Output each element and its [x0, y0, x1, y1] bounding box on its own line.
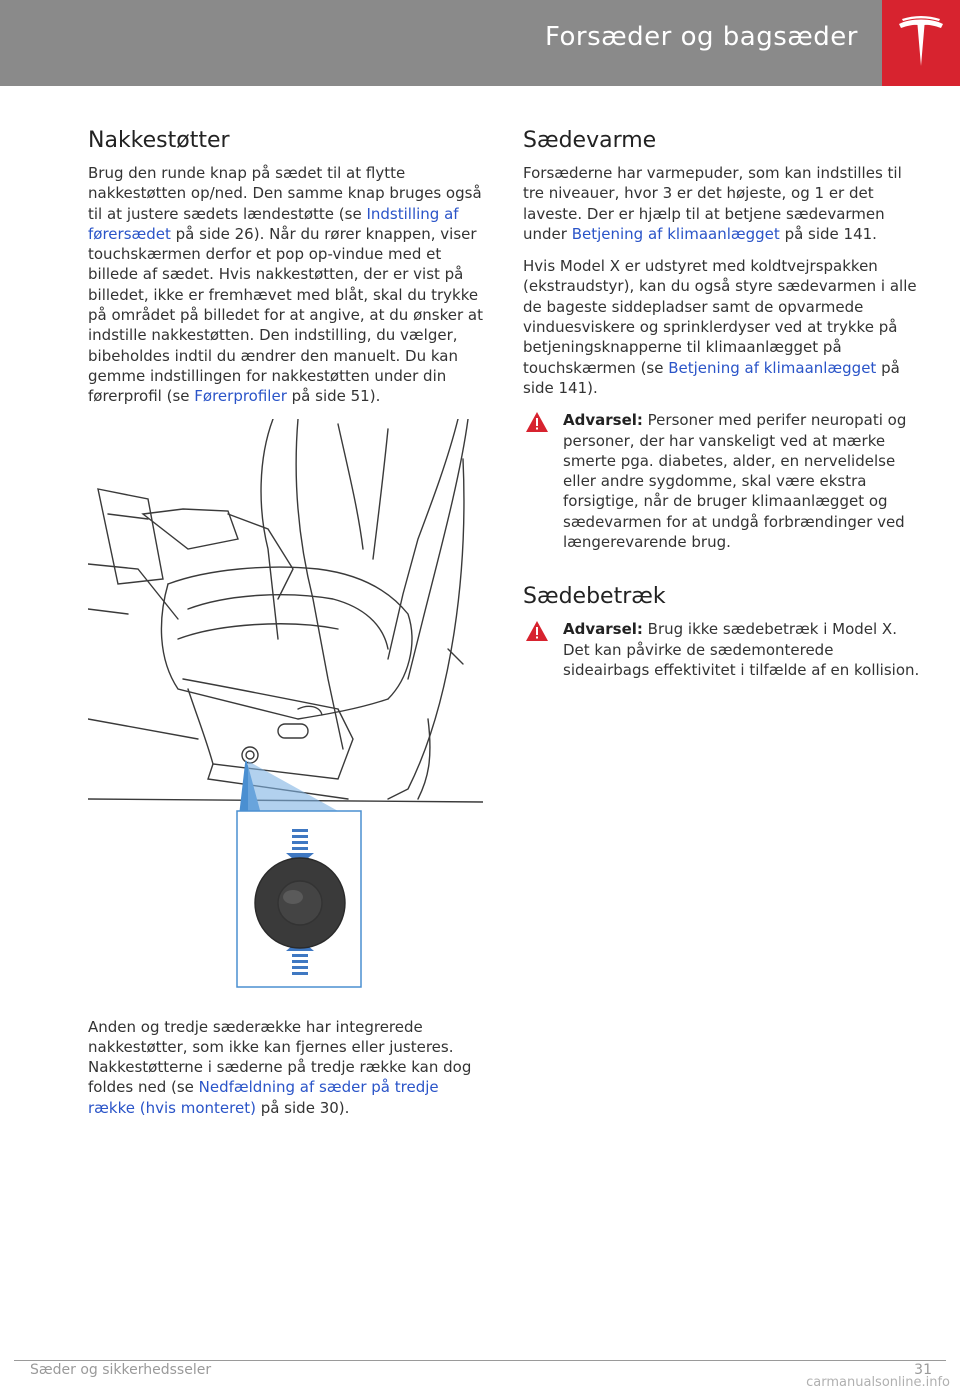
- warning-seat-covers: Advarsel: Brug ikke sædebetræk i Model X. Det kan påvirke de sædemonterede sideairbags effektivitet i tilfælde af en kollision.: [523, 619, 923, 680]
- link-climate-control-1[interactable]: Betjening af klimaanlægget: [571, 224, 780, 243]
- section-heading-headrests: Nakkestøtter: [88, 128, 230, 153]
- seat-illustration: [88, 419, 483, 1009]
- warning-triangle-icon: [525, 620, 549, 642]
- section-heading-seat-heat: Sædevarme: [523, 128, 657, 153]
- link-climate-control-2[interactable]: Betjening af klimaanlægget: [668, 358, 877, 377]
- rear-headrests-paragraph: Anden og tredje sæderække har integrerede nakkestøtter, som ikke kan fjernes eller justeres. Nakkestøtterne i sæderne på tredje række kan dog foldes ned (se Nedfældning af sæder på tredje række (hvis monteret) på side 30).: [88, 1017, 472, 1117]
- link-driver-profiles[interactable]: Førerprofiler: [194, 387, 287, 406]
- right-column: [523, 128, 923, 694]
- brand-logo: [882, 0, 960, 86]
- cold-weather-paragraph: Hvis Model X er udstyret med koldtvejrspakken (ekstraudstyr), kan du også styre sædevarmen i alle de bageste siddepladser samt de opvarmede vinduesviskere og sprinklerdyser ved at trykke på betjeningsknapperne til klimaanlægget på touchskærmen (se Betjening af klimaanlægget på side 141).: [523, 257, 917, 397]
- footer-section-title: Sæder og sikkerhedsseler: [30, 1362, 212, 1378]
- warning-neuropathy: Advarsel: Personer med perifer neuropati og personer, der har vanskeligt ved at mærke smerte pga. diabetes, alder, en nervelidelse eller andre sygdomme, skal være ekstra forsigtige, når de bruger klimaanlægget og sædevarmen for at undgå forbrændinger ved længerevarende brug.: [523, 410, 923, 552]
- watermark: carmanualsonline.info: [806, 1375, 950, 1390]
- page-header: [0, 0, 960, 86]
- headrests-paragraph: Brug den runde knap på sædet til at flytte nakkestøtten op/ned. Den samme knap bruges også til at justere sædets lændestøtte (se Indstilling af førersædet på side 26). Når du rører knappen, viser touchskærmen derfor et pop op-vindue med et billede af sædet. Hvis nakkestøtten, der er vist på billedet, ikke er fremhævet med blåt, skal du trykke på området på billedet for at angive, at du ønsker at indstille nakkestøtten. Den indstilling, du vælger, bibeholdes indtil du ændrer den manuelt. Du kan gemme indstillingen for nakkestøtten under din førerprofil (se Førerprofiler på side 51).: [88, 164, 483, 406]
- footer-divider: [14, 1360, 946, 1361]
- link-driver-seat[interactable]: Indstilling af førersædet: [88, 204, 459, 243]
- link-fold-third-row[interactable]: Nedfældning af sæder på tredje række (hvis monteret): [88, 1078, 439, 1117]
- seat-heat-paragraph: Forsæderne har varmepuder, som kan indstilles til tre niveauer, hvor 3 er det højeste, og 1 er det laveste. Der er hjælp til at betjene sædevarmen under Betjening af klimaanlægget på side 141.: [523, 164, 902, 243]
- footer-page-number: 31: [914, 1362, 932, 1378]
- warning-triangle-icon: [525, 411, 549, 433]
- tesla-logo-icon: [896, 16, 946, 70]
- left-column: [88, 128, 483, 1130]
- section-heading-seat-covers: Sædebetræk: [523, 584, 666, 610]
- page-title: Forsæder og bagsæder: [544, 22, 858, 52]
